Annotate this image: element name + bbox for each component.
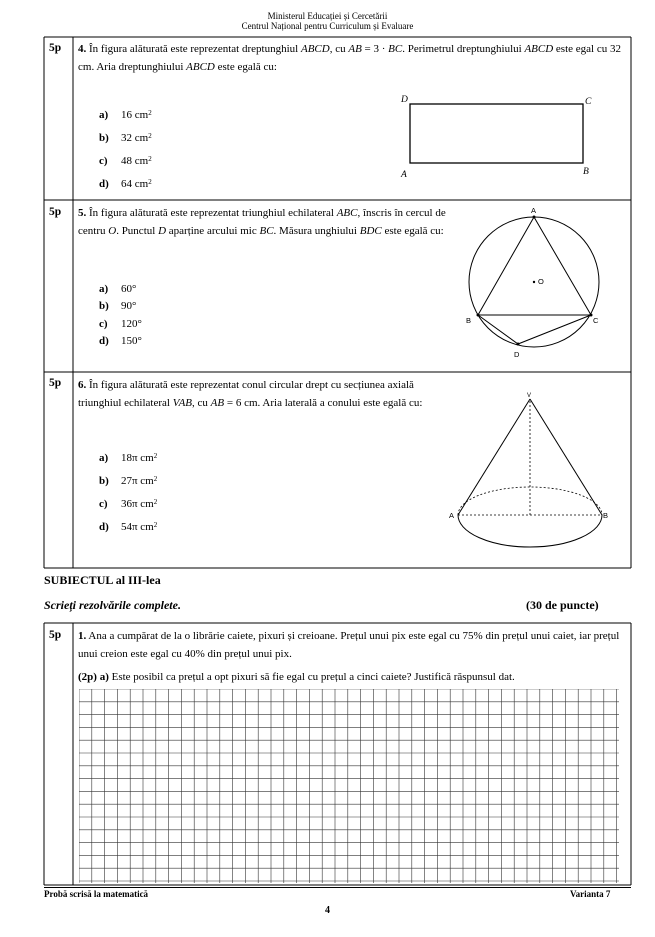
section-instruction: Scrieți rezolvările complete. <box>44 598 181 612</box>
q4-t6: . Perimetrul dreptunghiului <box>402 43 525 55</box>
q4-option-b[interactable] <box>99 132 152 145</box>
footer-left: Probă scrisă la matematică <box>44 889 149 899</box>
q6-text <box>78 376 448 412</box>
q6-opt-value: 18π cm <box>121 452 154 464</box>
rectangle-abcd <box>410 104 583 163</box>
label-d: D <box>401 95 408 105</box>
q4-opt-label: c) <box>99 155 108 167</box>
label-v: V <box>527 393 532 399</box>
s3q1a-body: Este posibil ca prețul a opt pixuri să fie egal cu prețul a cinci caiete? Justifică răspunsul dat. <box>111 671 515 683</box>
q4-t9: ABCD <box>186 61 215 73</box>
label-c: C <box>593 316 599 325</box>
q4-points: 5p <box>49 42 62 54</box>
q5-t0: În figura alăturată este reprezentat triunghiul echilateral <box>89 207 337 219</box>
q4-t7: ABCD <box>524 43 554 55</box>
q5-t4: . Punctul <box>116 225 159 237</box>
label-d: D <box>514 350 520 359</box>
label-a: A <box>401 170 407 180</box>
q4-t10: este egală cu: <box>214 61 277 73</box>
q5-t7: BC <box>259 225 274 237</box>
q6-option-c[interactable] <box>99 498 157 511</box>
center-point <box>533 281 535 283</box>
q4-t0: În figura alăturată este reprezentat dreptunghiul <box>89 43 301 55</box>
q4-t8: este egal cu 32 cm. Aria dreptunghiului <box>78 43 621 73</box>
inscribed-triangle-figure <box>460 203 610 368</box>
q5-t8: . Măsura unghiului <box>273 225 360 237</box>
s3q1a-points: (2p) a) <box>78 671 109 683</box>
q5-t5: D <box>158 225 167 237</box>
ministry-header: Ministerul Educației și Cercetării <box>267 11 388 21</box>
q6-number: 6. <box>78 379 87 391</box>
q6-opt-value: 36π cm <box>121 498 154 510</box>
q6-t0: În figura alăturată este reprezentat conul circular drept cu secțiunea axială triunghiul echilateral <box>78 379 414 409</box>
q5-text <box>78 204 456 240</box>
cone-figure <box>445 385 620 560</box>
footer-rule <box>44 887 631 888</box>
q5-t2: , înscris în cercul de centru <box>78 207 446 237</box>
q6-t3: AB <box>210 397 225 409</box>
q6-option-d[interactable] <box>99 521 157 534</box>
label-b: B <box>466 316 472 325</box>
q4-number: 4. <box>78 43 87 55</box>
label-o: O <box>538 277 544 286</box>
section-points: (30 de puncte) <box>526 598 599 612</box>
point-b <box>477 314 480 317</box>
q4-t2: , cu <box>329 43 349 55</box>
q6-t2: , cu <box>192 397 211 409</box>
page-number: 4 <box>325 905 330 916</box>
s3q1-points: 5p <box>49 629 62 641</box>
q6-opt-sup: 2 <box>153 521 158 529</box>
label-b: B <box>583 167 589 177</box>
footer-right: Varianta 7 <box>570 889 611 899</box>
q5-t3: O <box>108 225 117 237</box>
q5-option-a[interactable] <box>99 283 136 296</box>
q4-opt-sup: 2 <box>148 132 152 140</box>
label-a: A <box>449 511 455 520</box>
q5-opt-label: b) <box>99 300 109 312</box>
section-title: SUBIECTUL al III-lea <box>44 573 161 587</box>
q4-option-d[interactable] <box>99 178 152 191</box>
q4-t5: BC <box>388 43 403 55</box>
q6-option-b[interactable] <box>99 475 157 488</box>
q4-t4: = 3 · <box>361 43 389 55</box>
label-b: B <box>603 511 609 520</box>
q5-opt-label: a) <box>99 283 109 295</box>
q6-t4: = 6 cm. Aria laterală a conului este egală cu: <box>224 397 423 409</box>
q5-option-b[interactable] <box>99 300 136 313</box>
point-d <box>517 343 520 346</box>
q5-t9: BDC <box>359 225 382 237</box>
rectangle-figure <box>395 90 605 185</box>
q6-opt-label: d) <box>99 521 109 533</box>
q5-option-d[interactable] <box>99 335 142 348</box>
s3q1-number: 1. <box>78 630 87 642</box>
q5-opt-value: 60° <box>121 283 137 295</box>
q4-t3: AB <box>348 43 362 55</box>
q6-opt-label: b) <box>99 475 109 487</box>
q4-opt-sup: 2 <box>148 178 152 186</box>
triangle-abc <box>478 217 591 315</box>
q6-opt-value: 54π cm <box>121 521 154 533</box>
q6-points: 5p <box>49 377 62 389</box>
answer-grid[interactable] <box>79 689 619 883</box>
q4-opt-value: 48 cm <box>121 155 149 167</box>
label-a: A <box>531 206 537 215</box>
label-c: C <box>585 97 592 107</box>
q5-opt-value: 120° <box>121 318 142 330</box>
q4-opt-label: a) <box>99 109 109 121</box>
q5-opt-value: 90° <box>121 300 137 312</box>
s3q1a-text <box>78 668 626 686</box>
q5-t10: este egală cu: <box>381 225 444 237</box>
s3q1-body: Ana a cumpărat de la o librărie caiete, pixuri și creioane. Prețul unui pix este egal cu 75% din prețul unui caiet, iar prețul unui creion este egal cu 40% din prețul unui pix. <box>78 630 620 660</box>
q4-option-c[interactable] <box>99 155 152 168</box>
q4-opt-value: 32 cm <box>121 132 149 144</box>
s3q1-text <box>78 627 626 663</box>
q5-t1: ABC <box>336 207 358 219</box>
q5-opt-value: 150° <box>121 335 142 347</box>
q6-opt-label: c) <box>99 498 108 510</box>
q5-number: 5. <box>78 207 87 219</box>
q4-opt-sup: 2 <box>148 155 152 163</box>
q6-opt-label: a) <box>99 452 109 464</box>
q4-opt-sup: 2 <box>148 109 152 117</box>
q6-opt-sup: 2 <box>153 452 158 460</box>
q6-t1: VAB <box>172 397 193 409</box>
generatrix-va <box>458 399 530 515</box>
q4-opt-value: 16 cm <box>121 109 149 121</box>
q5-opt-label: c) <box>99 318 108 330</box>
q4-opt-value: 64 cm <box>121 178 149 190</box>
q5-option-c[interactable] <box>99 318 142 331</box>
segments-bd-dc <box>478 315 591 344</box>
q4-t1: ABCD <box>300 43 330 55</box>
point-a <box>533 216 536 219</box>
q5-points: 5p <box>49 206 62 218</box>
generatrix-vb <box>530 399 602 515</box>
q4-option-a[interactable] <box>99 109 152 122</box>
q6-opt-sup: 2 <box>153 498 158 506</box>
q6-opt-value: 27π cm <box>121 475 154 487</box>
q5-t6: aparține arcului mic <box>166 225 260 237</box>
q5-opt-label: d) <box>99 335 109 347</box>
base-front-arc <box>458 515 602 547</box>
q4-opt-label: d) <box>99 178 109 190</box>
q6-option-a[interactable] <box>99 452 157 465</box>
q4-text <box>78 40 623 76</box>
q6-opt-sup: 2 <box>153 475 158 483</box>
center-header: Centrul Național pentru Curriculum și Evaluare <box>241 21 414 31</box>
q4-opt-label: b) <box>99 132 109 144</box>
